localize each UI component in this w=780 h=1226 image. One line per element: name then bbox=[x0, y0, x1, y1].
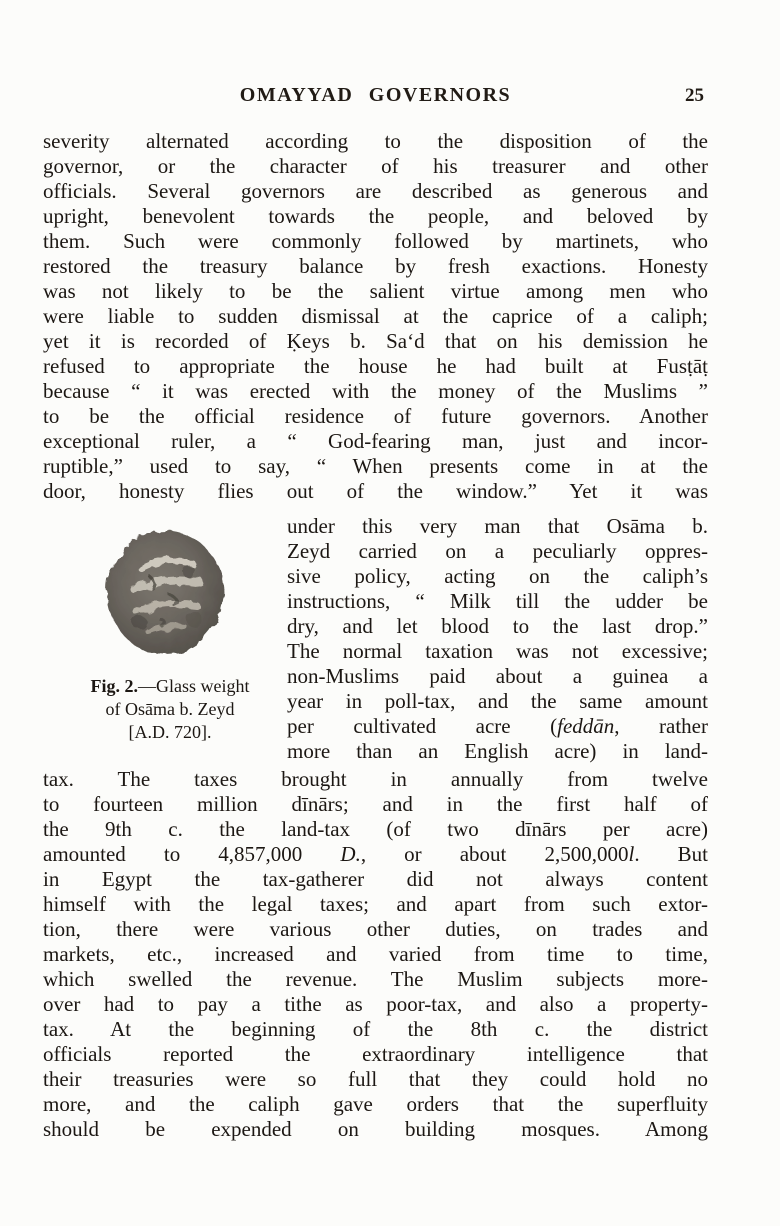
text-line: instructions, “ Milk till the udder be bbox=[287, 589, 708, 613]
text-line: sive policy, acting on the caliph’s bbox=[287, 564, 708, 588]
text-line: year in poll-tax, and the same amount bbox=[287, 689, 708, 713]
figure-and-text-row bbox=[43, 514, 708, 764]
text-line: should be expended on building mosques. Among bbox=[43, 1117, 708, 1141]
text-line: severity alternated according to the disposition of the bbox=[43, 129, 708, 153]
text-line: more than an English acre) in land- bbox=[287, 739, 708, 763]
running-title: OMAYYAD GOVERNORS bbox=[239, 84, 512, 106]
text-line: over had to pay a tithe as poor-tax, and also a property- bbox=[43, 992, 708, 1016]
text-line: upright, benevolent towards the people, and beloved by bbox=[43, 204, 708, 228]
text-line: officials reported the extraordinary intelligence that bbox=[43, 1042, 708, 1066]
paragraph-beside-figure bbox=[287, 514, 708, 764]
paragraph-top bbox=[43, 129, 708, 504]
text-line: their treasuries were so full that they could hold no bbox=[43, 1067, 708, 1091]
text-line: to fourteen million dīnārs; and in the first half of bbox=[43, 792, 708, 816]
paragraph-bottom bbox=[43, 767, 708, 1142]
text-line: tion, there were various other duties, on trades and bbox=[43, 917, 708, 941]
figure-label: Fig. 2. bbox=[90, 676, 138, 696]
text-line: was not likely to be the salient virtue among men who bbox=[43, 279, 708, 303]
text-line: markets, etc., increased and varied from time to time, bbox=[43, 942, 708, 966]
text-line: were liable to sudden dismissal at the caprice of a caliph; bbox=[43, 304, 708, 328]
text-line: The normal taxation was not excessive; bbox=[287, 639, 708, 663]
text-line: tax. At the beginning of the 8th c. the district bbox=[43, 1017, 708, 1041]
text-line: governor, or the character of his treasurer and other bbox=[43, 154, 708, 178]
text-line: tax. The taxes brought in annually from twelve bbox=[43, 767, 708, 791]
text-line: non-Muslims paid about a guinea a bbox=[287, 664, 708, 688]
coin-photo bbox=[100, 527, 230, 659]
text-line: them. Such were commonly followed by martinets, who bbox=[43, 229, 708, 253]
text-line: per cultivated acre (feddān, rather bbox=[287, 714, 708, 738]
text-line: because “ it was erected with the money of the Muslims ” bbox=[43, 379, 708, 403]
caption-line-1: Fig. 2.—Glass weight bbox=[90, 676, 250, 696]
glass-weight-coin-icon bbox=[100, 527, 230, 659]
text-line: under this very man that Osāma b. bbox=[287, 514, 708, 538]
text-line: in Egypt the tax-gatherer did not always content bbox=[43, 867, 708, 891]
text-line: refused to appropriate the house he had built at Fusṭāṭ bbox=[43, 354, 708, 378]
text-line: yet it is recorded of Ḳeys b. Sa‘d that on his demission he bbox=[43, 329, 708, 353]
text-line: more, and the caliph gave orders that the superfluity bbox=[43, 1092, 708, 1116]
text-line: himself with the legal taxes; and apart from such extor- bbox=[43, 892, 708, 916]
figure-block bbox=[43, 514, 287, 764]
caption-line-3: [A.D. 720]. bbox=[128, 722, 212, 742]
text-line: officials. Several governors are described as generous and bbox=[43, 179, 708, 203]
figure-caption bbox=[43, 675, 287, 744]
text-line: restored the treasury balance by fresh exactions. Honesty bbox=[43, 254, 708, 278]
text-line: amounted to 4,857,000 D., or about 2,500,000l. But bbox=[43, 842, 708, 866]
text-line: Zeyd carried on a peculiarly oppres- bbox=[287, 539, 708, 563]
caption-line-2: of Osāma b. Zeyd bbox=[105, 699, 235, 719]
text-line: ruptible,” used to say, “ When presents come in at the bbox=[43, 454, 708, 478]
page-number: 25 bbox=[685, 85, 704, 106]
text-line: the 9th c. the land-tax (of two dīnārs per acre) bbox=[43, 817, 708, 841]
text-line: to be the official residence of future governors. Another bbox=[43, 404, 708, 428]
text-line: which swelled the revenue. The Muslim subjects more- bbox=[43, 967, 708, 991]
text-line: exceptional ruler, a “ God-fearing man, just and incor- bbox=[43, 429, 708, 453]
text-line: door, honesty flies out of the window.” Yet it was bbox=[43, 479, 708, 503]
text-line: dry, and let blood to the last drop.” bbox=[287, 614, 708, 638]
page-header bbox=[43, 84, 708, 108]
